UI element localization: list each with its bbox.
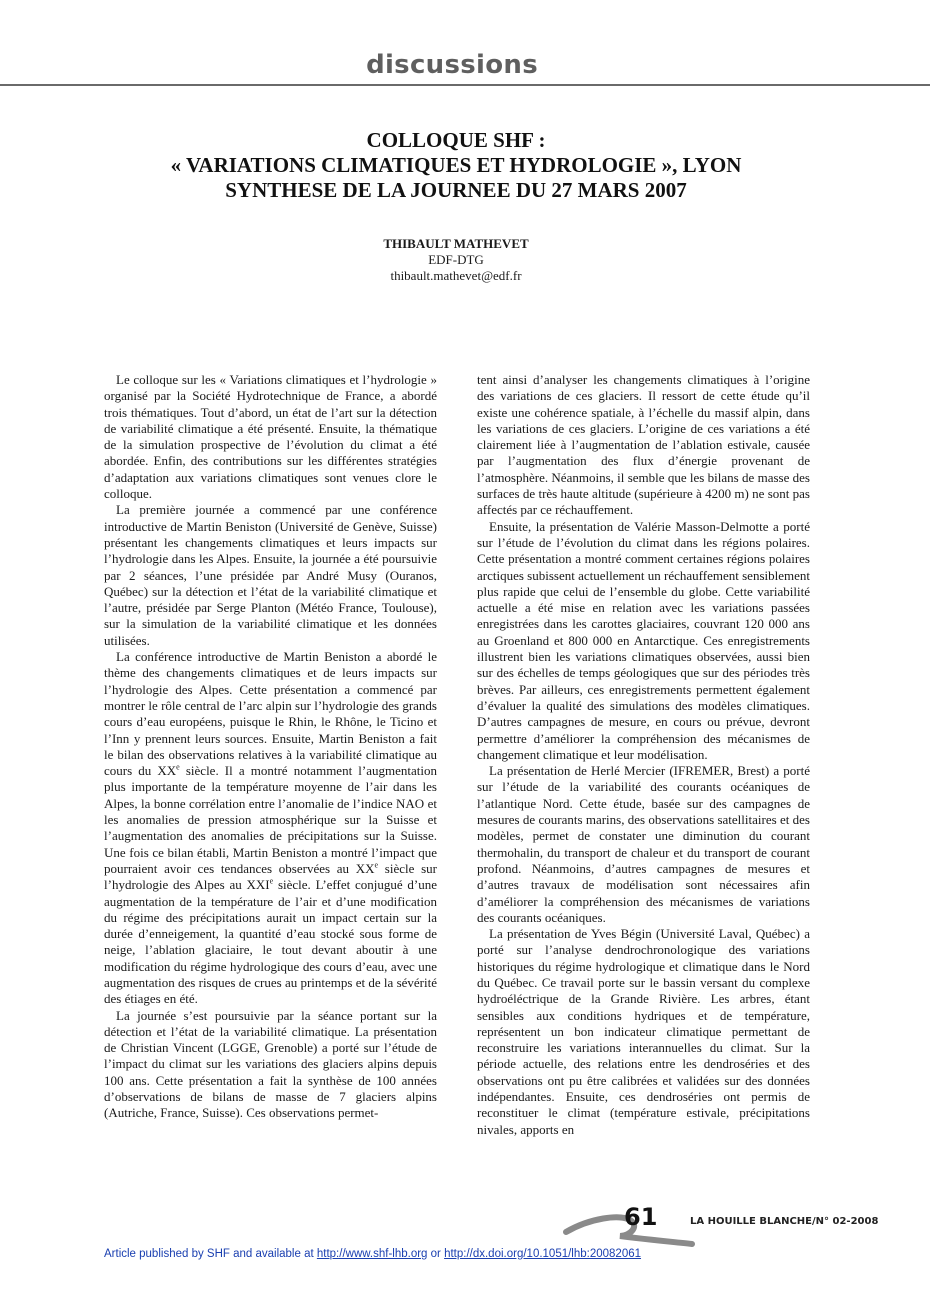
- paragraph: Ensuite, la présentation de Valérie Masson-Delmotte a porté sur l’étude de l’évolution du climat dans les régions polaires. Cette présentation a montré comment certaines régions polaires arctiques subissent actuellement un réchauffement sensiblement plus rapide que celui de l’ensemble du globe. Cette variabilité actuelle a été mise en relation avec les variations passées enregistrées dans les carottes glaciaires, couvrant 120 000 ans au Groenland et 800 000 en Antarctique. Ces enregistrements illustrent bien les variations climatiques observées, aussi bien sur des échelles de temps géologiques que sur des périodes très brèves. Par ailleurs, ces enregistrements permettent également d’évaluer la qualité des simulations des modèles climatiques. D’autres campagnes de mesure, en cours ou prévue, devront permettre d’améliorer la compréhension des mécanismes de changement climatique et leur modélisation.: [477, 518, 810, 762]
- article-availability-note: [104, 1248, 641, 1260]
- paragraph: La première journée a commencé par une conférence introductive de Martin Beniston (Université de Genève, Suisse) présentant les changements climatiques et leurs impacts sur l’hydrologie dans les Alpes. Ensuite, la journée a été poursuivie par 2 séances, l’une présidée par André Musy (Ouranos, Québec) sur la détection et l’état de la variabilité climatique et l’autre, présidée par Serge Planton (Météo France, Toulouse), sur la simulation de la variabilité climatique et les données utilisées.: [104, 502, 437, 648]
- section-header: [0, 0, 930, 88]
- text-run: siècle sur l’hydrologie des Alpes au XXI: [104, 860, 437, 893]
- right-column: [477, 372, 810, 1162]
- or-text: or: [427, 1248, 445, 1260]
- superscript: e: [176, 762, 180, 772]
- paragraph: La présentation de Herlé Mercier (IFREMER, Brest) a porté sur l’étude de la variabilité des courants océaniques de l’atlantique Nord. Cette étude, basée sur des campagnes de mesures de courants marins, des observations satellitaires et des modèles, permet de constater une diminution du courant thermohalin, du transport de chaleur et du transport de courant profond. Néanmoins, d’autres campagnes de mesures et d’autres travaux de modélisation sont nécessaires afin d’améliorer la compréhension des mécanismes de variations des courants océaniques.: [477, 763, 810, 925]
- article-title: [100, 128, 812, 203]
- text-run: siècle. Il a montré notamment l’augmentation plus importante de la température moyenne de l’air dans les Alpes, la bonne corrélation entre l’anomalie de l’indice NAO et les anomalies de pression atmosphérique sur la Suisse et l’augmentation des anomalies de précipitations sur la Suisse. Une fois ce bilan établi, Martin Beniston a montré l’impact que pourraient avoir ces tendances observées au XX: [104, 763, 437, 876]
- page-number: 61: [624, 1203, 658, 1231]
- journal-reference: LA HOUILLE BLANCHE/N° 02-2008: [690, 1216, 879, 1227]
- superscript: e: [374, 860, 379, 870]
- header-rule: [0, 84, 930, 86]
- body-columns: [104, 372, 810, 1162]
- author-block: [100, 236, 812, 284]
- title-line-1: COLLOQUE SHF :: [366, 128, 546, 152]
- author-email[interactable]: thibault.mathevet@edf.fr: [390, 268, 522, 283]
- paragraph: [104, 649, 437, 1008]
- author-affiliation: EDF-DTG: [428, 252, 484, 267]
- paragraph: La journée s’est poursuivie par la séance portant sur la détection et l’état de la variabilité climatique. La présentation de Christian Vincent (LGGE, Grenoble) a porté sur l’étude de l’impact du climat sur les variations des glaciers alpins depuis 100 ans. Cette présentation a fait la synthèse de 100 années d’observations de bilans de masse de 7 glaciers alpins (Autriche, France, Suisse). Ces observations permet-: [104, 1007, 437, 1121]
- availability-text: Article published by SHF and available at: [104, 1248, 317, 1260]
- text-run: siècle. L’effet conjugué d’une augmentation de la température de l’air et d’une modification du régime des précipitations aurait un impact certain sur la durée d’enneigement, la quantité d’eau stocké sous forme de neige, l’ablation glaciaire, le tout devant aboutir à une modification du régime hydrologique des cours d’eau, avec une augmentation des risques de crues au printemps et de la sévérité des étiages en été.: [104, 877, 437, 1007]
- title-line-2: « VARIATIONS CLIMATIQUES ET HYDROLOGIE », LYON: [170, 153, 742, 177]
- superscript: e: [269, 876, 274, 886]
- paragraph: Le colloque sur les « Variations climatiques et l’hydrologie » organisé par la Société Hydrotechnique de France, a abordé trois thématiques. Tout d’abord, un état de l’art sur la détection de variabilité climatique a été présenté. Ensuite, la thématique de la simulation prospective de l’évolution du climat a été abordée. Enfin, des contributions sur les différentes stratégies d’adaptation aux variations climatiques sont venues clore le colloque.: [104, 372, 437, 502]
- paragraph: La présentation de Yves Bégin (Université Laval, Québec) a porté sur l’analyse dendrochronologique des variations historiques du régime hydrologique et climatique dans le Nord du Québec. Ce travail porte sur le bassin versant du complexe hydroéléctrique de la Grande Rivière. Les arbres, étant sensibles aux conditions hydriques et de température, représentent un bon indicateur climatique permettant de reconstruire les variations interannuelles du climat. Sur la période actuelle, des relations entre les dendroséries et des observations ont pu être calibrées et validées sur des données indépendantes. Ensuite, ces dendroséries ont permis de reconstituer le climat (température estivale, précipitations nivales, apports en: [477, 926, 810, 1137]
- text-run: La conférence introductive de Martin Beniston a abordé le thème des changements climatiques et de leurs impacts sur l’hydrologie des Alpes. Cette présentation a commencé par montrer le rôle central de l’arc alpin sur l’hydrologie des grands cours d’eau européens, puisque le Rhin, le Rhône, le Ticino et l’Inn y prennent leurs sources. Ensuite, Martin Beniston a fait le bilan des observations relatives à la variabilité climatique au cours du XX: [104, 649, 437, 779]
- shf-link[interactable]: http://www.shf-lhb.org: [316, 1248, 428, 1260]
- title-line-3: SYNTHESE DE LA JOURNEE DU 27 MARS 2007: [225, 178, 687, 202]
- paragraph: tent ainsi d’analyser les changements climatiques à l’origine des variations de ces glaciers. Il ressort de cette étude qu’il existe une cohérence spatiale, à l’échelle du massif alpin, dans les variations de ces glaciers. L’origine de ces variations a été clairement liée à l’augmentation de l’ablation estivale, causée par l’augmentation des flux d’énergie provenant de l’atmosphère. Néanmoins, il semble que les bilans de masse des surfaces de très haute altitude (supérieure à 4200 m) ne sont pas affectés par ce réchauffement.: [477, 372, 810, 518]
- doi-link[interactable]: http://dx.doi.org/10.1051/lhb:20082061: [444, 1248, 642, 1260]
- left-column: [104, 372, 437, 1162]
- author-name: THIBAULT MATHEVET: [383, 236, 529, 251]
- section-title: discussions: [366, 50, 538, 80]
